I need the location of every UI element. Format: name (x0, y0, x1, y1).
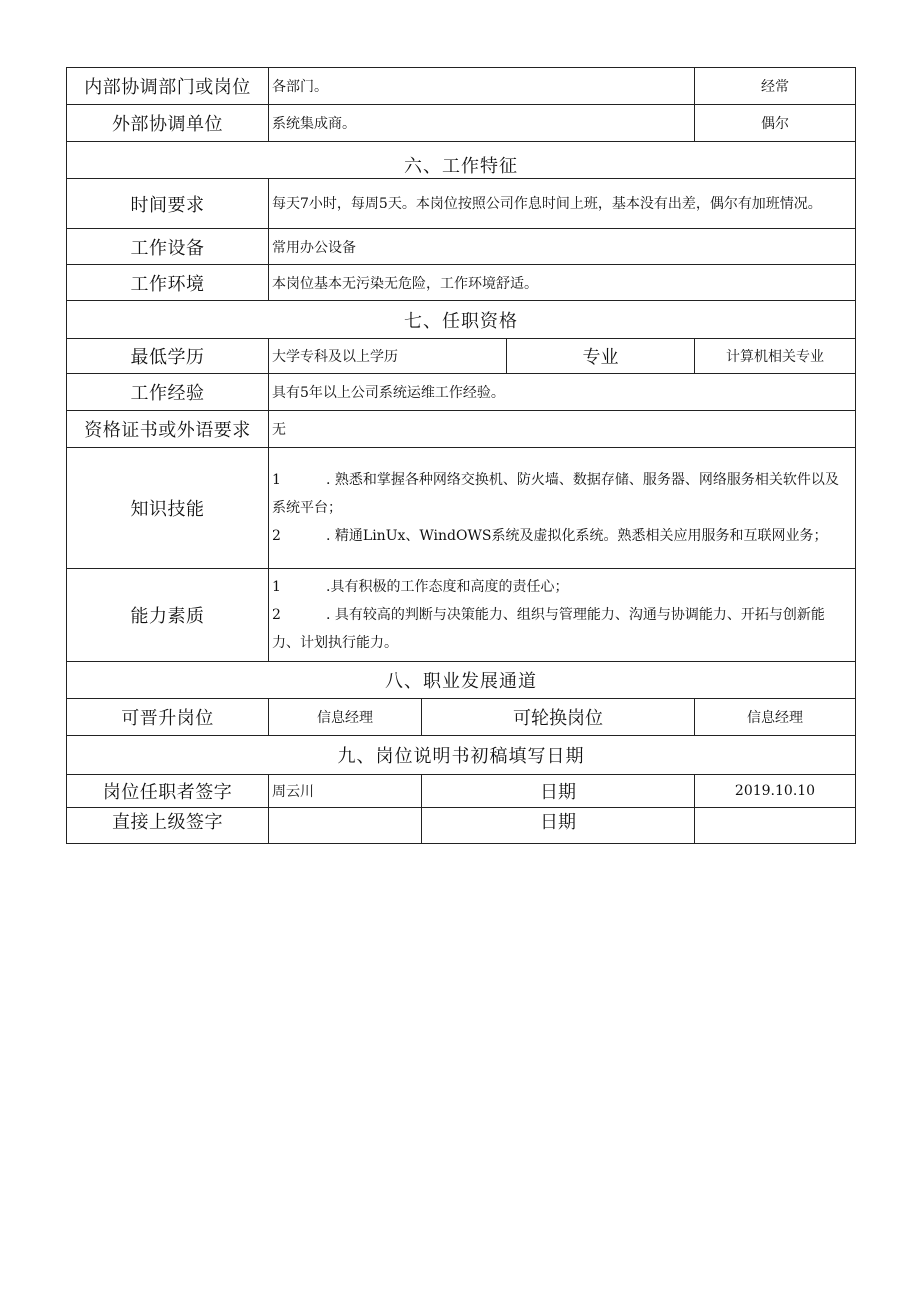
section-7-header-row (67, 301, 856, 339)
experience-row (67, 374, 856, 411)
holder-signature-row (67, 775, 856, 808)
rotate-label: 可轮换岗位 (422, 699, 695, 736)
ability-item (272, 573, 851, 601)
internal-coordination-label: 内部协调部门或岗位 (67, 68, 269, 105)
ability-item (272, 601, 851, 657)
education-row (67, 339, 856, 374)
external-coordination-label: 外部协调单位 (67, 105, 269, 142)
knowledge-item (272, 522, 851, 550)
knowledge-item-number: 1 (272, 472, 281, 488)
certificate-row (67, 411, 856, 448)
external-coordination-frequency: 偶尔 (695, 105, 856, 142)
ability-item-number: 1 (272, 579, 281, 595)
major-label: 专业 (507, 339, 695, 374)
section-6-title: 六、工作特征 (67, 142, 856, 179)
ability-row (67, 569, 856, 662)
holder-signature-label: 岗位任职者签字 (67, 775, 269, 808)
work-equipment-row (67, 229, 856, 265)
internal-coordination-frequency: 经常 (695, 68, 856, 105)
work-environment-label: 工作环境 (67, 265, 269, 301)
internal-coordination-row (67, 68, 856, 105)
holder-date-label: 日期 (422, 775, 695, 808)
holder-date-value: 2019.10.10 (695, 775, 856, 808)
knowledge-item-text: . 熟悉和掌握各种网络交换机、防火墙、数据存储、服务器、网络服务相关软件以及系统平台； (272, 472, 839, 516)
knowledge-skills-row (67, 448, 856, 569)
work-environment-value: 本岗位基本无污染无危险，工作环境舒适。 (269, 265, 856, 301)
knowledge-item-text: . 精通LinUx、WindOWS系统及虚拟化系统。熟悉相关应用服务和互联网业务； (326, 528, 828, 544)
section-6-header-row (67, 142, 856, 179)
supervisor-signature-label: 直接上级签字 (67, 808, 269, 844)
work-environment-row (67, 265, 856, 301)
section-8-header-row (67, 662, 856, 699)
education-value: 大学专科及以上学历 (269, 339, 507, 374)
ability-item-text: . 具有较高的判断与决策能力、组织与管理能力、沟通与协调能力、开拓与创新能力、计划执行能力。 (272, 607, 825, 651)
job-description-table (66, 67, 856, 844)
promote-label: 可晋升岗位 (67, 699, 269, 736)
supervisor-date-label: 日期 (422, 808, 695, 844)
ability-item-text: .具有积极的工作态度和高度的责任心； (326, 579, 569, 595)
ability-value (269, 569, 856, 662)
external-coordination-value: 系统集成商。 (269, 105, 695, 142)
time-requirement-value: 每天7小时，每周5天。本岗位按照公司作息时间上班，基本没有出差，偶尔有加班情况。 (269, 179, 856, 229)
ability-label: 能力素质 (67, 569, 269, 662)
work-equipment-label: 工作设备 (67, 229, 269, 265)
rotate-value: 信息经理 (695, 699, 856, 736)
certificate-value: 无 (269, 411, 856, 448)
external-coordination-row (67, 105, 856, 142)
certificate-label: 资格证书或外语要求 (67, 411, 269, 448)
ability-item-number: 2 (272, 607, 281, 623)
time-requirement-row (67, 179, 856, 229)
work-equipment-value: 常用办公设备 (269, 229, 856, 265)
section-7-title: 七、任职资格 (67, 301, 856, 339)
experience-label: 工作经验 (67, 374, 269, 411)
section-9-header-row (67, 736, 856, 775)
education-label: 最低学历 (67, 339, 269, 374)
time-requirement-label: 时间要求 (67, 179, 269, 229)
internal-coordination-value: 各部门。 (269, 68, 695, 105)
section-9-title: 九、岗位说明书初稿填写日期 (67, 736, 856, 775)
major-value: 计算机相关专业 (695, 339, 856, 374)
section-8-title: 八、职业发展通道 (67, 662, 856, 699)
experience-value: 具有5年以上公司系统运维工作经验。 (269, 374, 856, 411)
supervisor-signature-row (67, 808, 856, 844)
supervisor-date-value (695, 808, 856, 844)
knowledge-item-number: 2 (272, 528, 281, 544)
knowledge-skills-value (269, 448, 856, 569)
holder-signature-value: 周云川 (269, 775, 422, 808)
supervisor-signature-value (269, 808, 422, 844)
promote-value: 信息经理 (269, 699, 422, 736)
career-path-row (67, 699, 856, 736)
knowledge-item (272, 466, 851, 522)
knowledge-skills-label: 知识技能 (67, 448, 269, 569)
